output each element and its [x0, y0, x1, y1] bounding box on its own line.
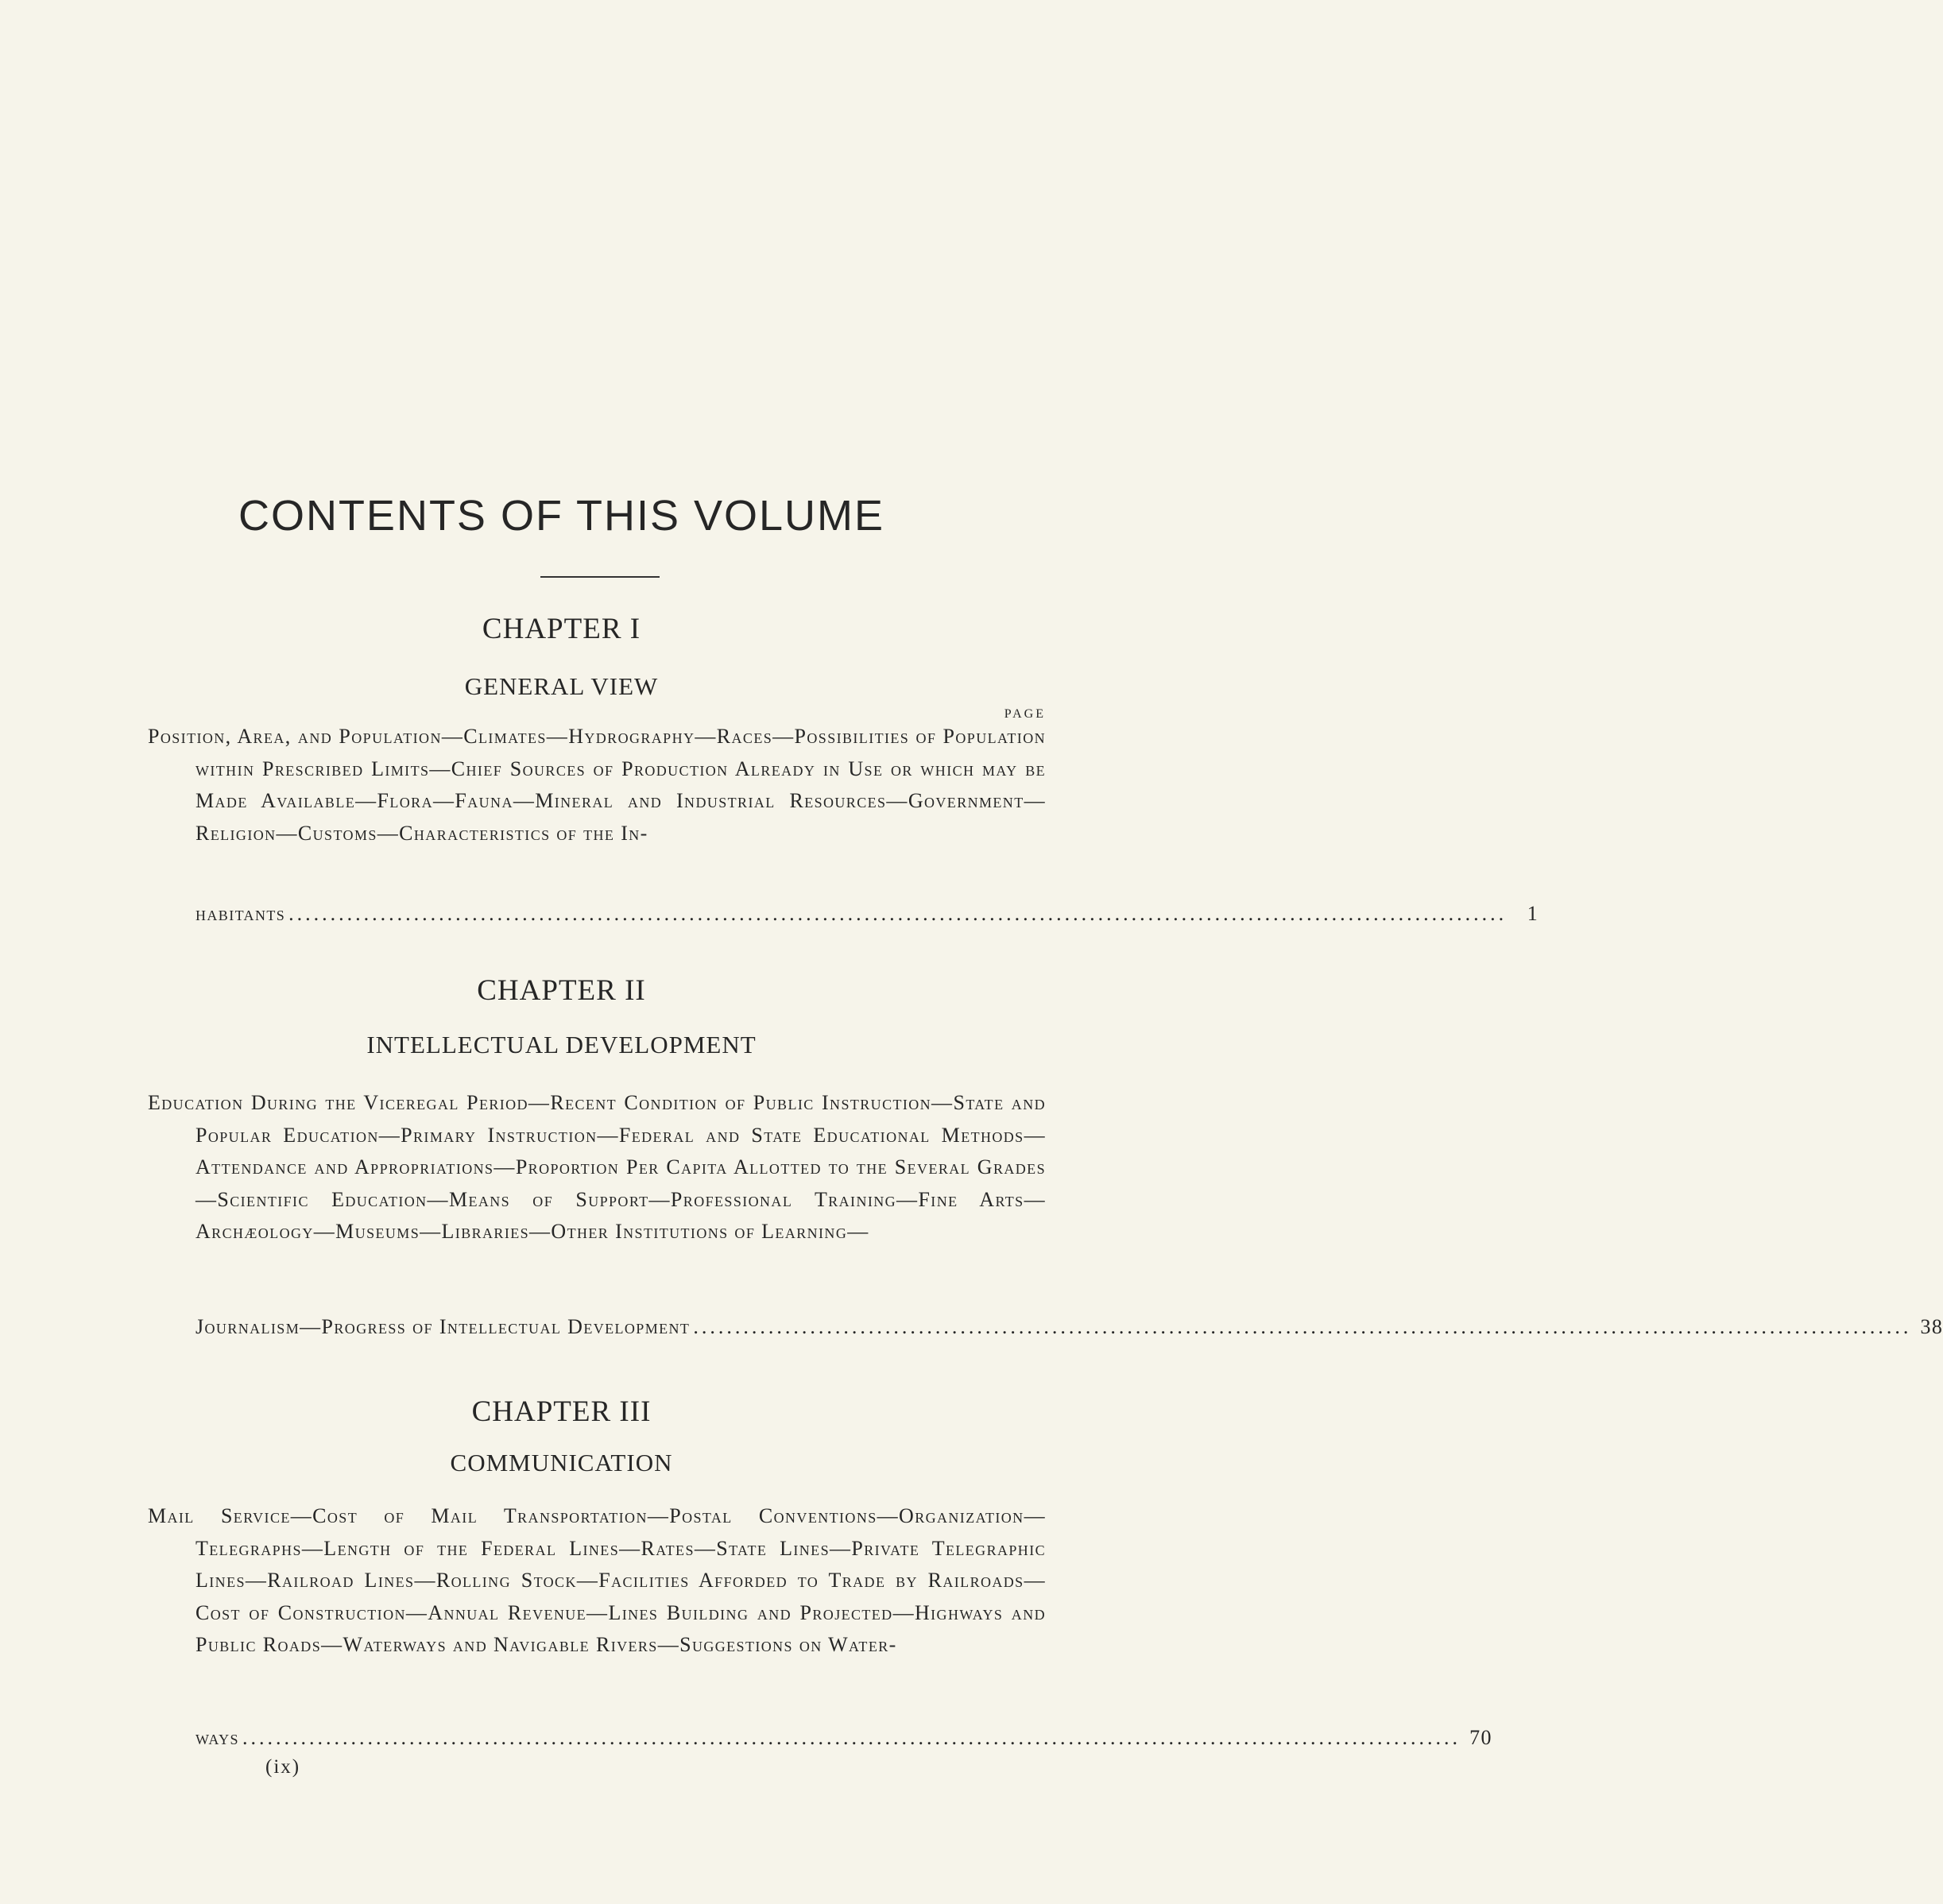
page-folio: (ix)	[265, 1756, 301, 1778]
title-rule	[540, 576, 660, 578]
chapter-3-last-line: ways	[195, 1726, 239, 1749]
chapter-1-subtitle: GENERAL VIEW	[464, 672, 659, 700]
chapter-2-heading: CHAPTER II	[477, 974, 646, 1007]
dot-leader: ..................................................................................................................................................	[242, 1726, 1461, 1749]
chapter-1-summary-text: Position, Area, and Population—Climates—Hydrography—Races—Possibilities of Population within Prescribed Limits—Chief Sources of Production Already in Use or which may be Made Available—Flora—Fauna—Mineral and Industrial Resources—Government—Religion—Customs—Characteristics of the In-	[148, 725, 1046, 845]
chapter-3-heading: CHAPTER III	[471, 1395, 652, 1428]
chapter-2-entry-line	[195, 1315, 1943, 1339]
chapter-2-summary	[148, 1087, 1046, 1248]
dot-leader: ..................................................................................................................................................	[288, 902, 1508, 925]
chapter-3-entry-line	[195, 1726, 1492, 1750]
page-title: CONTENTS OF THIS VOLUME	[238, 492, 885, 540]
chapter-2-summary-text: Education During the Viceregal Period—Recent Condition of Public Instruction—State and Popular Education—Primary Instruction—Federal and State Educational Methods—Attendance and Appropriations—Proportion Per Capita Allotted to the Several Grades—Scientific Education—Means of Support—Professional Training—Fine Arts—Archæology—Museums—Libraries—Other Institutions of Learning—	[148, 1091, 1046, 1243]
chapter-2-last-line: Journalism—Progress of Intellectual Development	[195, 1315, 691, 1338]
chapter-1-last-line: habitants	[195, 902, 286, 925]
chapter-3-summary-text: Mail Service—Cost of Mail Transportation—Postal Conventions—Organization—Telegraphs—Length of the Federal Lines—Rates—State Lines—Private Telegraphic Lines—Railroad Lines—Rolling Stock—Facilities Afforded to Trade by Railroads—Cost of Construction—Annual Revenue—Lines Building and Projected—Highways and Public Roads—Waterways and Navigable Rivers—Suggestions on Water-	[148, 1504, 1046, 1656]
chapter-2-page-number: 38	[1920, 1315, 1943, 1338]
chapter-3-page-number: 70	[1469, 1726, 1492, 1749]
chapter-1-summary	[148, 721, 1046, 849]
chapter-1-heading: CHAPTER I	[482, 613, 641, 645]
chapter-3-subtitle: COMMUNICATION	[450, 1449, 673, 1476]
chapter-2-subtitle: INTELLECTUAL DEVELOPMENT	[366, 1031, 757, 1058]
chapter-1-entry-line	[195, 902, 1539, 926]
chapter-1-page-number: 1	[1527, 902, 1539, 925]
chapter-3-summary	[148, 1500, 1046, 1662]
page-column-label: PAGE	[1004, 707, 1046, 721]
dot-leader: ..................................................................................................................................................	[693, 1315, 1912, 1338]
